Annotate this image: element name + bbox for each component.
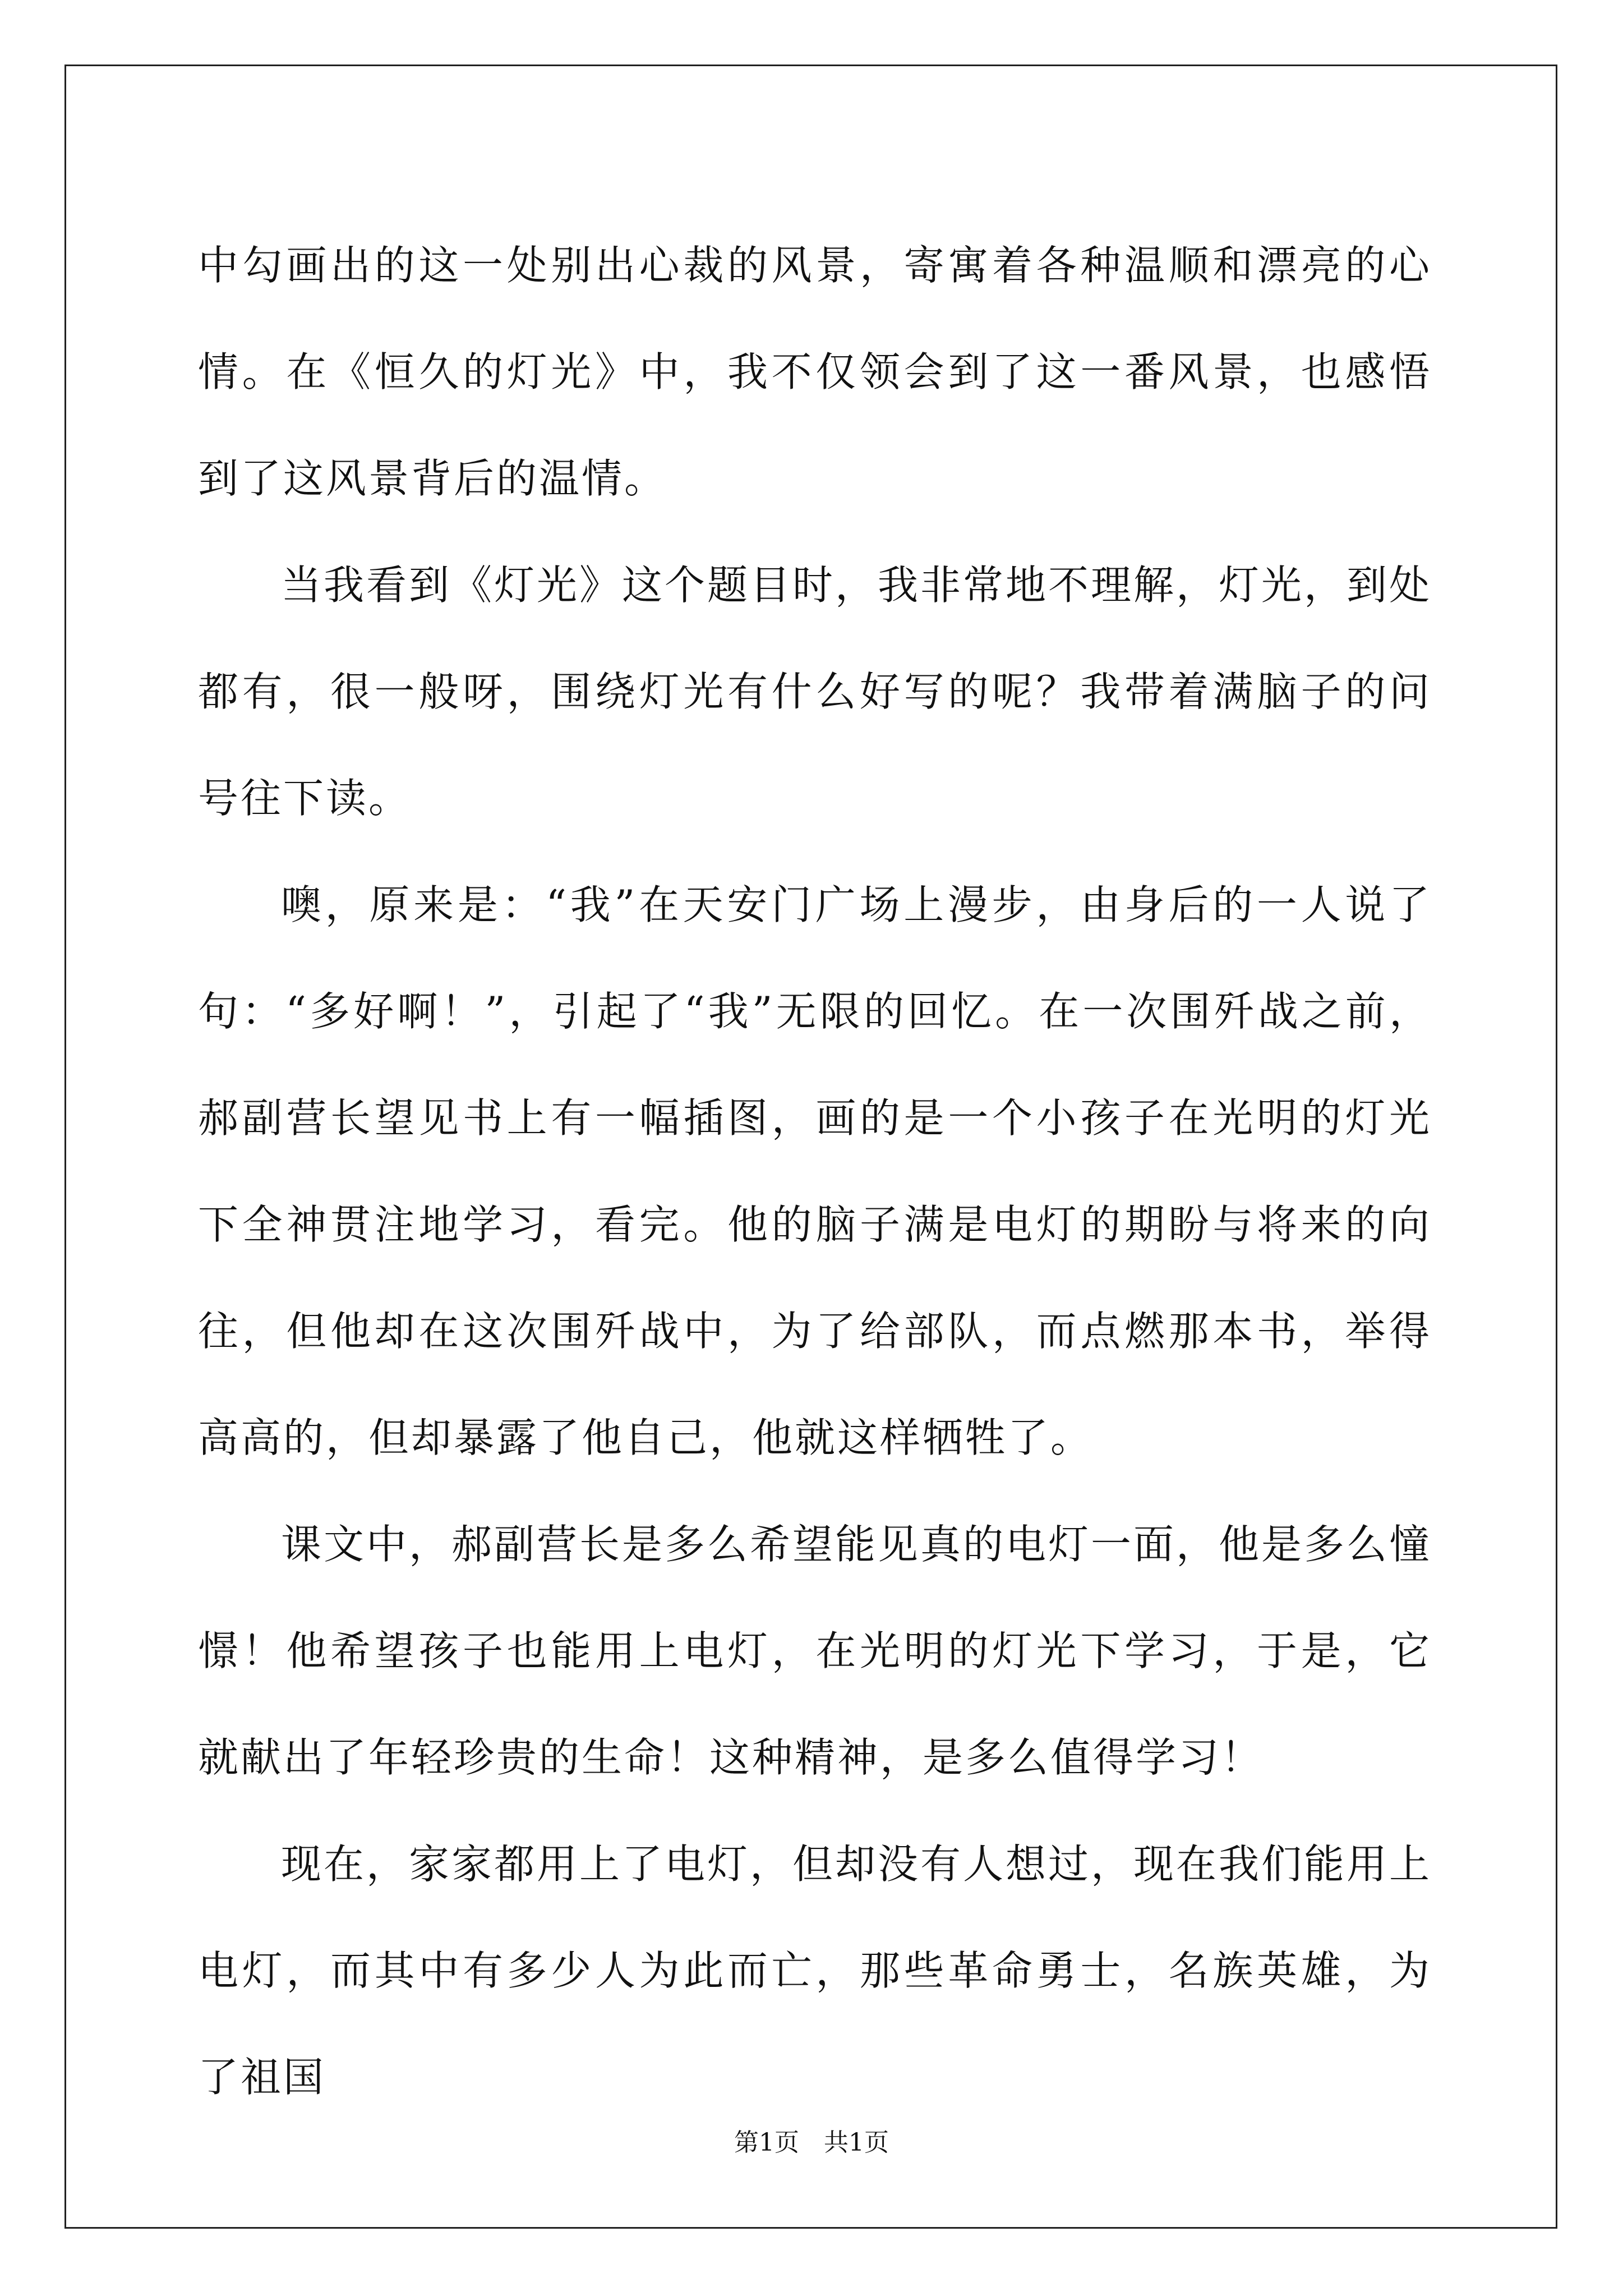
page-number-footer: 第1页 共1页: [734, 2128, 889, 2157]
paragraph-4: 课文中，郝副营长是多么希望能见真的电灯一面，他是多么憧憬！他希望孩子也能用上电灯，在光明的灯光下学习，于是，它就献出了年轻珍贵的生命！这种精神，是多么值得学习！: [198, 1521, 1432, 1781]
paragraph-1: 中勾画出的这一处别出心裁的风景，寄寓着各种温顺和漂亮的心情。在《恒久的灯光》中，我不仅领会到了这一番风景，也感悟到了这风景背后的温情。: [198, 242, 1432, 502]
paragraph-5: 现在，家家都用上了电灯，但却没有人想过，现在我们能用上电灯，而其中有多少人为此而亡，那些革命勇士，名族英雄，为了祖国: [198, 1841, 1432, 2101]
paragraph-3: 噢，原来是：“我”在天安门广场上漫步，由身后的一人说了句：“多好啊！”，引起了“我”无限的回忆。在一次围歼战之前，郝副营长望见书上有一幅插图，画的是一个小孩子在光明的灯光下全神贯注地学习，看完。他的脑子满是电灯的期盼与将来的向往，但他却在这次围歼战中，为了给部队，而点燃那本书，举得高高的，但却暴露了他自己，他就这样牺牲了。: [198, 881, 1432, 1461]
document-body: [198, 212, 1432, 2131]
paragraph-2: 当我看到《灯光》这个题目时，我非常地不理解，灯光，到处都有，很一般呀，围绕灯光有什么好写的呢？我带着满脑子的问号往下读。: [198, 562, 1432, 822]
